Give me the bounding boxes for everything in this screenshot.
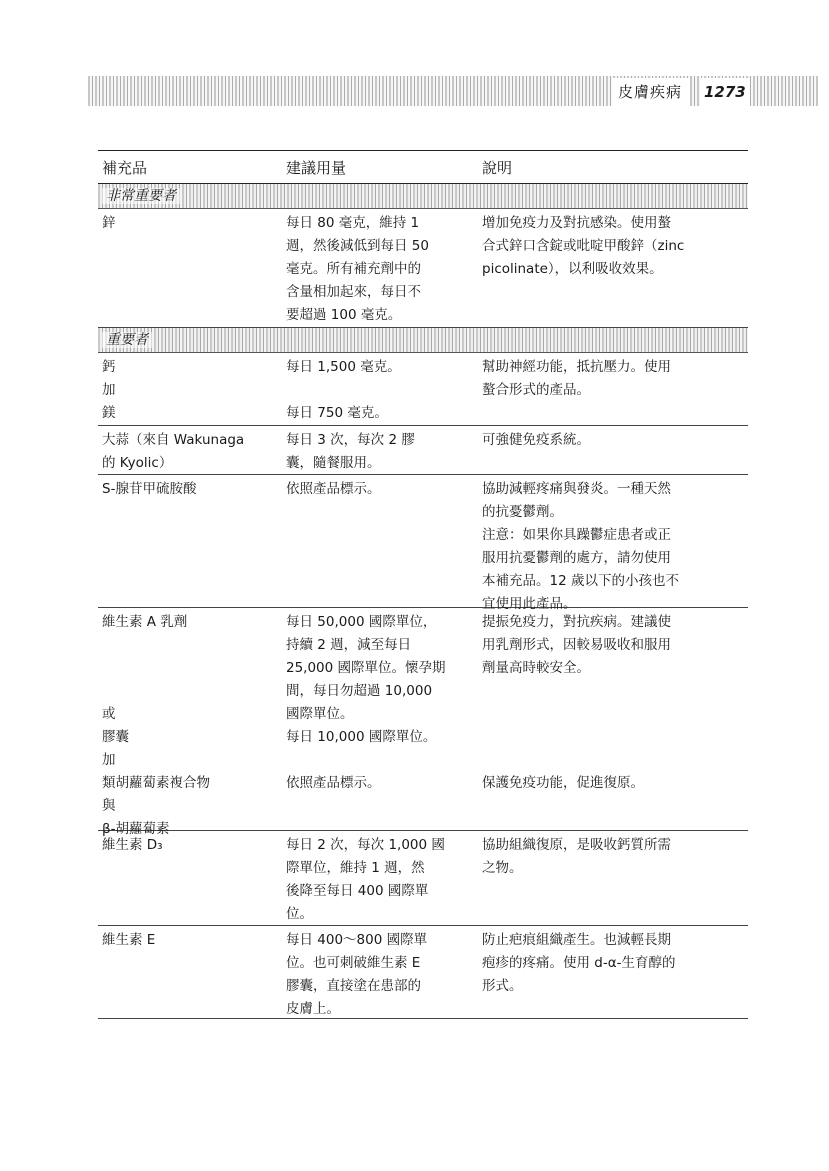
cell-line: 加 <box>102 382 116 398</box>
dosage-cell <box>286 475 482 607</box>
column-header-dosage: 建議用量 <box>286 158 347 177</box>
cell-line: 注意：如果你具躁鬱症患者或正 <box>482 527 671 543</box>
cell-line: 合式鋅口含錠或吡啶甲酸鋅（zinc <box>482 238 685 254</box>
supplement-cell <box>98 353 286 425</box>
cell-line: 每日 400～800 國際單 <box>286 932 428 948</box>
cell-line: 依照產品標示。 <box>286 481 381 497</box>
cell-line: 可強健免疫系統。 <box>482 432 590 448</box>
cell-line: 維生素 E <box>102 932 156 948</box>
cell-line: 鋅 <box>102 215 116 231</box>
cell-line: 要超過 100 毫克。 <box>286 307 402 323</box>
cell-line: 每日 50,000 國際單位， <box>286 614 437 630</box>
cell-line: 毫克。所有補充劑中的 <box>286 261 421 277</box>
spacer <box>482 726 738 749</box>
column-header-supplement: 補充品 <box>102 158 148 177</box>
cell-line: 宜使用此產品。 <box>482 596 577 612</box>
cell-line: 間，每日勿超過 10,000 <box>286 683 433 699</box>
page-number: 1273 <box>700 78 750 106</box>
column-header-notes: 說明 <box>482 158 513 177</box>
cell-line: 保護免疫功能，促進復原。 <box>482 775 644 791</box>
dosage-cell <box>286 831 482 925</box>
cell-line: 服用抗憂鬱劑的處方，請勿使用 <box>482 550 671 566</box>
dosage-cell <box>286 926 482 1018</box>
cell-line: 位。也可刺破維生素 E <box>286 955 421 971</box>
cell-line: 後降至每日 400 國際單 <box>286 883 429 899</box>
cell-line: 含量相加起來，每日不 <box>286 284 421 300</box>
supplement-cell <box>98 831 286 925</box>
spacer <box>286 379 472 402</box>
notes-cell <box>482 926 748 1018</box>
cell-line: 大蒜（來自 Wakunaga <box>102 432 245 448</box>
spacer <box>102 680 286 703</box>
cell-line: 每日 10,000 國際單位。 <box>286 729 437 745</box>
cell-line: 劑量高時較安全。 <box>482 660 590 676</box>
supplement-table <box>98 150 748 1019</box>
section-label: 重要者 <box>102 332 152 348</box>
cell-line: S-腺苷甲硫胺酸 <box>102 481 197 497</box>
cell-line: 25,000 國際單位。懷孕期 <box>286 660 446 676</box>
cell-line: 加 <box>102 752 116 768</box>
cell-line: picolinate），以利吸收效果。 <box>482 261 663 277</box>
cell-line: 之物。 <box>482 860 523 876</box>
cell-line: 位。 <box>286 906 313 922</box>
cell-line: 增加免疫力及對抗感染。使用螯 <box>482 215 671 231</box>
table-row <box>98 475 748 612</box>
dosage-cell <box>286 353 482 425</box>
cell-line: 疱疹的疼痛。使用 d-α-生育醇的 <box>482 955 676 971</box>
cell-line: 的 Kyolic） <box>102 455 173 471</box>
section-very-important <box>98 184 748 209</box>
dosage-cell <box>286 426 482 474</box>
cell-line: 與 <box>102 798 116 814</box>
table-row <box>98 209 748 328</box>
cell-line: 協助減輕疼痛與發炎。一種天然 <box>482 481 671 497</box>
cell-line: 依照產品標示。 <box>286 775 381 791</box>
cell-line: 際單位，維持 1 週，然 <box>286 860 425 876</box>
spacer <box>482 680 738 703</box>
supplement-cell <box>98 426 286 474</box>
supplement-cell <box>98 475 286 607</box>
notes-cell <box>482 831 748 925</box>
supplement-cell <box>98 608 286 837</box>
notes-cell <box>482 426 748 474</box>
cell-line: 本補充品。12 歲以下的小孩也不 <box>482 573 679 589</box>
dosage-cell <box>286 608 482 830</box>
spacer <box>286 749 472 772</box>
spacer <box>102 634 286 657</box>
cell-line: 皮膚上。 <box>286 1001 340 1017</box>
spacer <box>482 703 738 726</box>
section-important <box>98 328 748 353</box>
spacer <box>102 657 286 680</box>
table-header-row <box>98 150 748 184</box>
cell-line: 膠囊 <box>102 729 129 745</box>
cell-line: 類胡蘿蔔素複合物 <box>102 775 210 791</box>
cell-line: 的抗憂鬱劑。 <box>482 504 563 520</box>
cell-line: 鈣 <box>102 359 116 375</box>
dosage-cell <box>286 209 482 327</box>
table-row <box>98 426 748 475</box>
notes-cell <box>482 475 748 612</box>
cell-line: 鎂 <box>102 405 116 421</box>
cell-line: 國際單位。 <box>286 706 354 722</box>
cell-line: 或 <box>102 706 116 722</box>
cell-line: 囊，隨餐服用。 <box>286 455 381 471</box>
supplement-cell <box>98 209 286 327</box>
cell-line: 每日 2 次，每次 1,000 國 <box>286 837 445 853</box>
cell-line: 持續 2 週，減至每日 <box>286 637 412 653</box>
cell-line: 每日 750 毫克。 <box>286 405 388 421</box>
table-row <box>98 608 748 837</box>
cell-line: 膠囊，直接塗在患部的 <box>286 978 421 994</box>
cell-line: 每日 3 次，每次 2 膠 <box>286 432 415 448</box>
notes-cell <box>482 608 748 830</box>
cell-line: β-胡蘿蔔素 <box>102 821 170 837</box>
cell-line: 協助組織復原，是吸收鈣質所需 <box>482 837 671 853</box>
cell-line: 防止疤痕組織產生。也減輕長期 <box>482 932 671 948</box>
cell-line: 用乳劑形式，因較易吸收和服用 <box>482 637 671 653</box>
table-row <box>98 831 748 926</box>
notes-cell <box>482 209 748 327</box>
cell-line: 形式。 <box>482 978 523 994</box>
cell-line: 幫助神經功能，抵抗壓力。使用 <box>482 359 671 375</box>
cell-line: 維生素 D₃ <box>102 837 163 853</box>
spacer <box>482 749 738 772</box>
cell-line: 螯合形式的產品。 <box>482 382 590 398</box>
running-header-title: 皮膚疾病 <box>612 78 690 106</box>
table-row <box>98 926 748 1019</box>
notes-cell <box>482 353 748 425</box>
section-label: 非常重要者 <box>102 188 180 204</box>
cell-line: 提振免疫力，對抗疾病。建議使 <box>482 614 671 630</box>
cell-line: 維生素 A 乳劑 <box>102 614 188 630</box>
table-row <box>98 353 748 426</box>
supplement-cell <box>98 926 286 1018</box>
cell-line: 每日 1,500 毫克。 <box>286 359 401 375</box>
cell-line: 週，然後減低到每日 50 <box>286 238 429 254</box>
cell-line: 每日 80 毫克，維持 1 <box>286 215 420 231</box>
